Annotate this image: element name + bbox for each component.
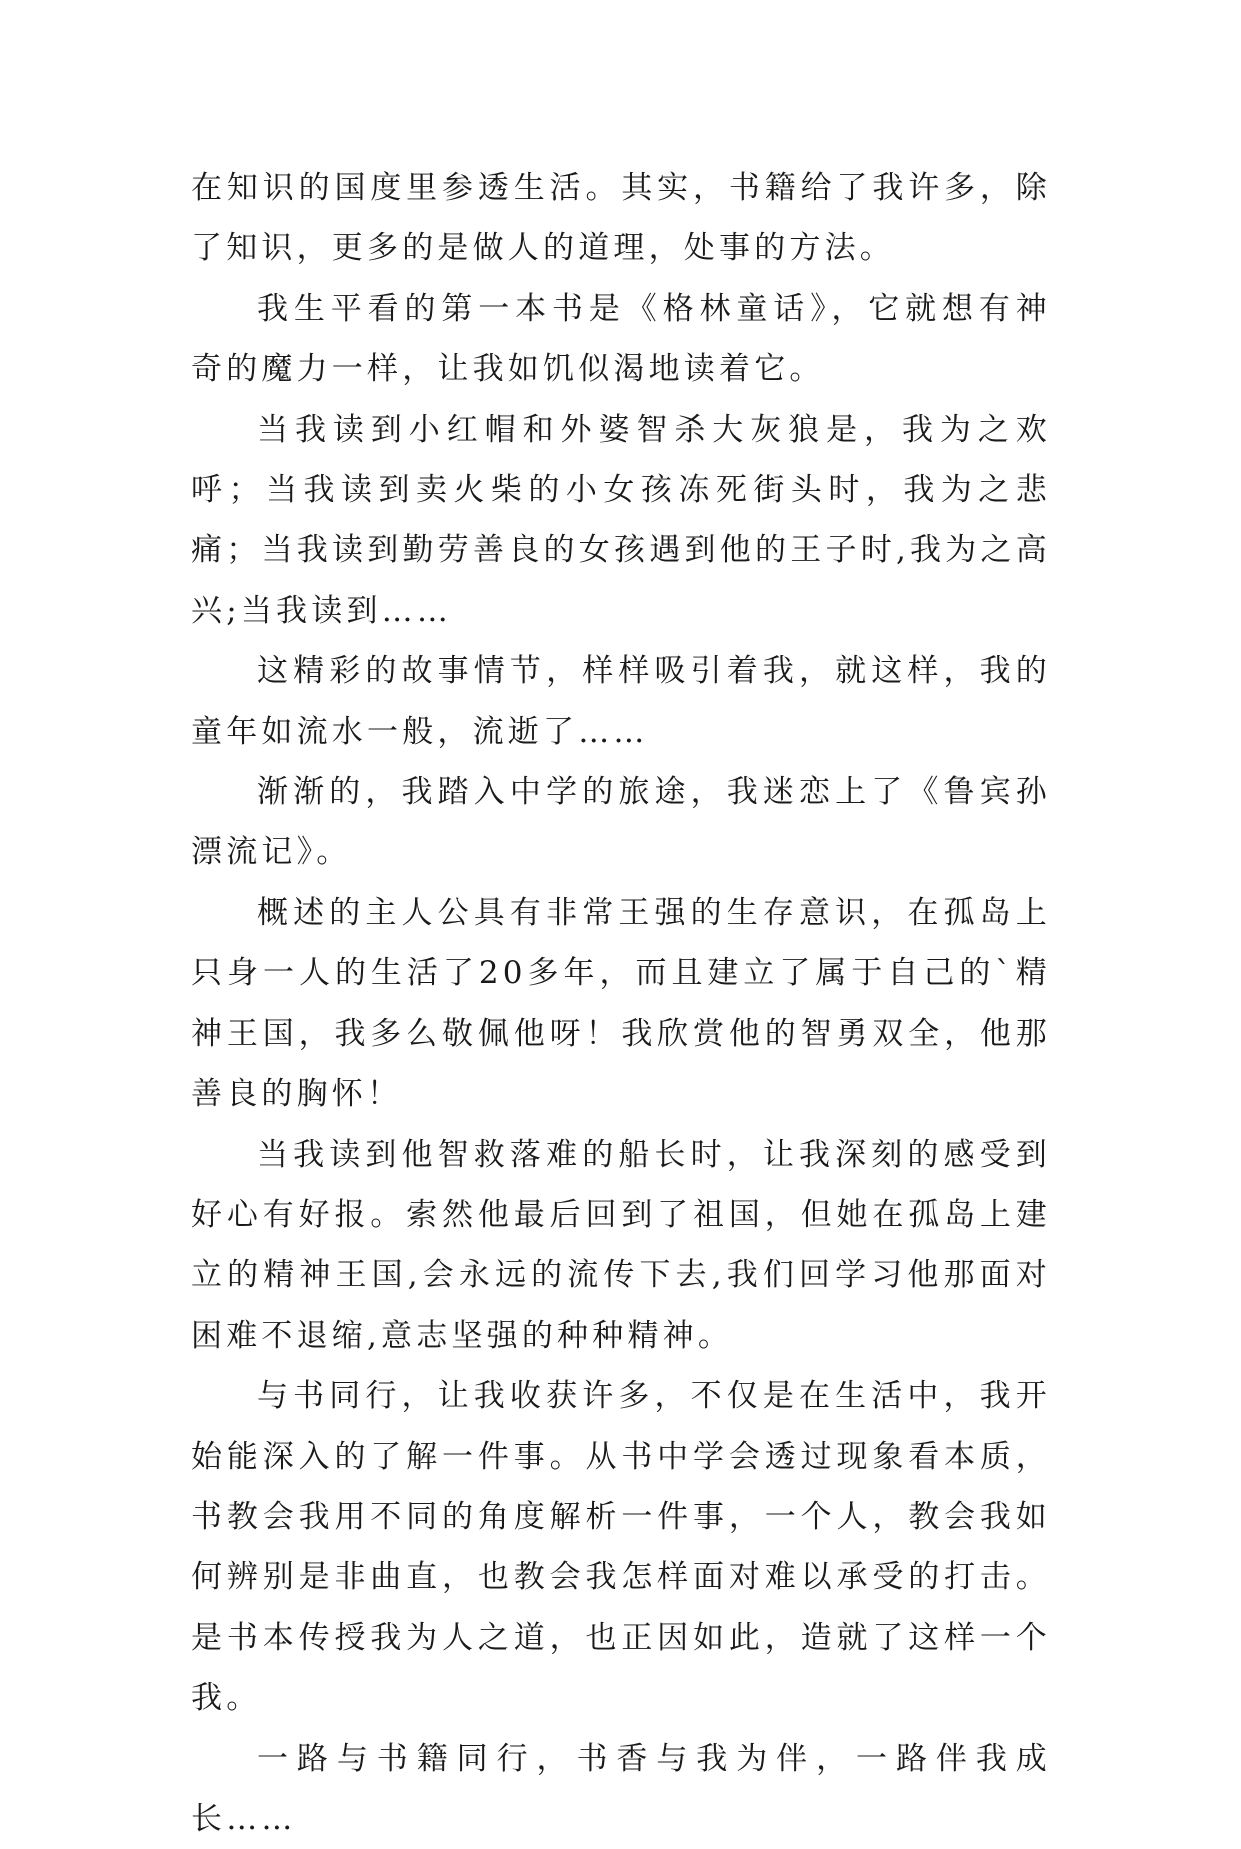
paragraph-2: 我生平看的第一本书是《格林童话》，它就想有神奇的魔力一样，让我如饥似渴地读着它。 [191, 290, 1051, 388]
paragraph-1: 在知识的国度里参透生活。其实，书籍给了我许多，除了知识，更多的是做人的道理，处事的方法。 [191, 170, 1051, 267]
paragraph-8: 与书同行，让我收获许多，不仅是在生活中，我开始能深入的了解一件事。从书中学会透过现象看本质，书教会我用不同的角度解析一件事，一个人，教会我如何辨别是非曲直，也教会我怎样面对难以承受的打击。是书本传授我为人之道，也正因如此，造就了这样一个我。 [191, 1378, 1051, 1717]
document-body [191, 158, 1051, 1849]
paragraph-9: 一路与书籍同行，书香与我为伴，一路伴我成长…… [191, 1740, 1051, 1837]
paragraph-6: 概述的主人公具有非常王强的生存意识，在孤岛上只身一人的生活了20多年，而且建立了属于自己的`精神王国，我多么敬佩他呀！我欣赏他的智勇双全，他那善良的胸怀！ [191, 894, 1051, 1113]
paragraph-5: 渐渐的，我踏入中学的旅途，我迷恋上了《鲁宾孙漂流记》。 [191, 774, 1051, 871]
paragraph-3: 当我读到小红帽和外婆智杀大灰狼是，我为之欢呼；当我读到卖火柴的小女孩冻死街头时，我为之悲痛；当我读到勤劳善良的女孩遇到他的王子时,我为之高兴;当我读到…… [191, 411, 1051, 629]
paragraph-7: 当我读到他智救落难的船长时，让我深刻的感受到好心有好报。索然他最后回到了祖国，但她在孤岛上建立的精神王国,会永远的流传下去,我们回学习他那面对困难不退缩,意志坚强的种种精神。 [191, 1136, 1051, 1354]
paragraph-4: 这精彩的故事情节，样样吸引着我，就这样，我的童年如流水一般，流逝了…… [191, 653, 1051, 750]
